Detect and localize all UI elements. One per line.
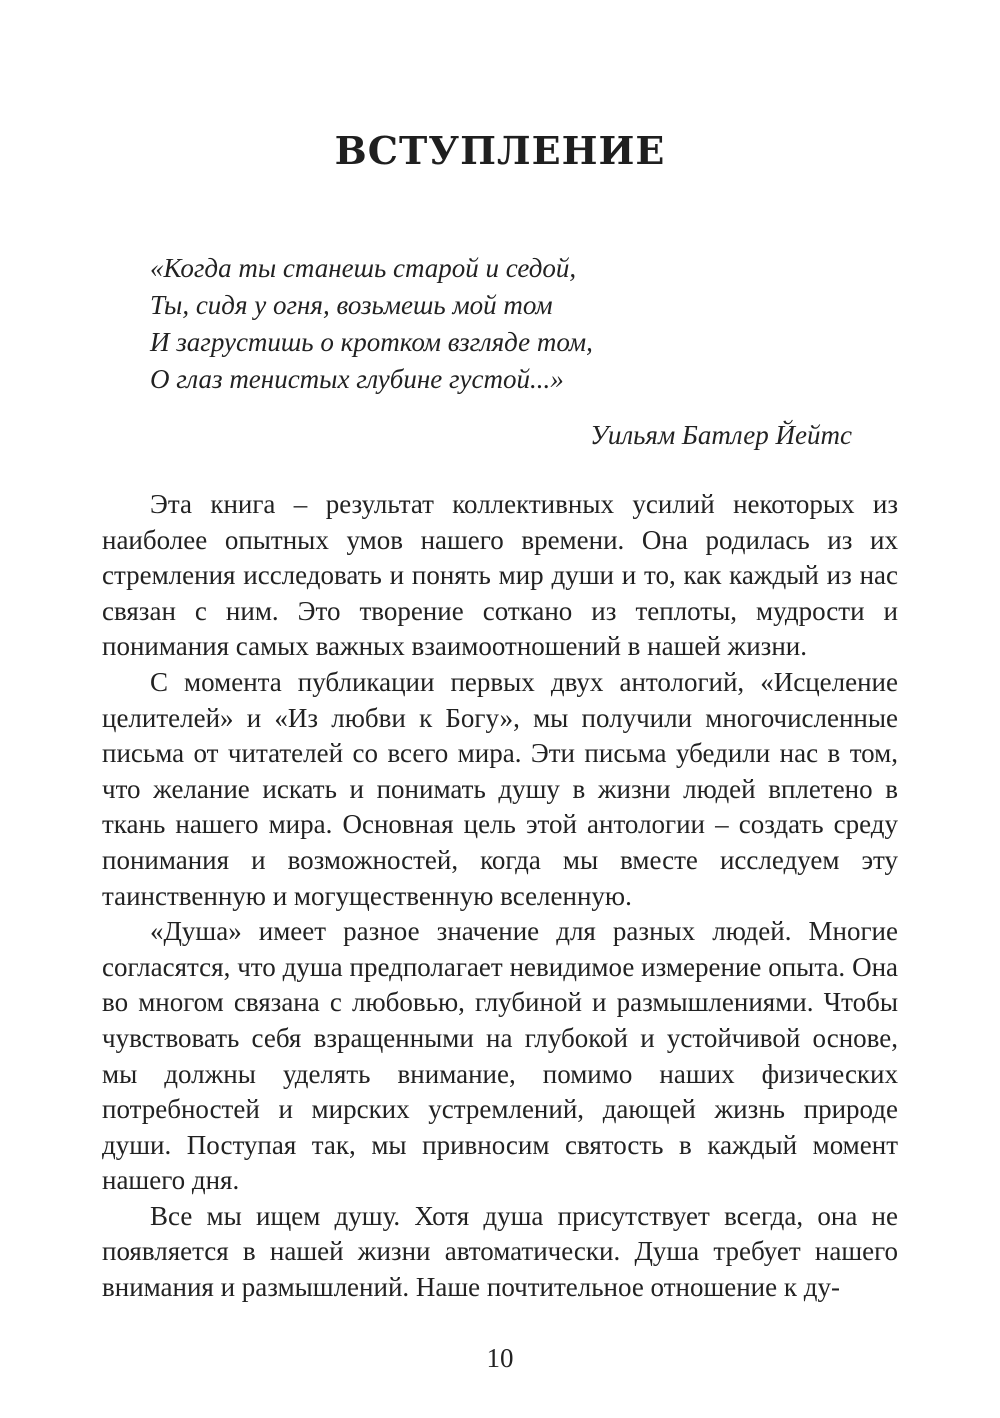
- epigraph-author: Уильям Батлер Йейтс: [590, 420, 852, 450]
- body-text: [102, 487, 898, 1306]
- paragraph: «Душа» имеет разное значение для разных людей. Многие согласятся, что душа предполагает невидимое измерение опыта. Она во многом связана с любовью, глубиной и размышлениями. Чтобы чувствовать себя взращенными на глубокой и устойчивой основе, мы должны уделять внимание, помимо наших физических потребностей и мирских устремлений, дающей жизнь природе души. Поступая так, мы привносим святость в каждый момент нашего дня.: [102, 916, 898, 1196]
- epigraph-line: О глаз тенистых глубине густой...»: [150, 364, 564, 394]
- paragraph: С момента публикации первых двух антологий, «Исцеление целителей» и «Из любви к Богу», мы получили многочисленные письма от читателей со всего мира. Эти письма убедили нас в том, что желание искать и понимать душу в жизни людей вплетено в ткань нашего мира. Основная цель этой антологии – создать среду понимания и возможностей, когда мы вместе исследуем эту таинственную и могущественную вселенную.: [102, 666, 898, 911]
- epigraph-line: И загрустишь о кротком взгляде том,: [150, 327, 593, 357]
- epigraph-line: «Когда ты станешь старой и седой,: [150, 253, 577, 283]
- epigraph: [150, 250, 870, 398]
- epigraph-line: Ты, сидя у огня, возьмешь мой том: [150, 290, 553, 320]
- paragraph: Все мы ищем душу. Хотя душа присутствует всегда, она не появляется в нашей жизни автоматически. Душа требует нашего внимания и размышлений. Наше почтительное отношение к ду-: [102, 1200, 898, 1303]
- chapter-title: ВСТУПЛЕНИЕ: [334, 128, 666, 173]
- page-number: 10: [486, 1343, 514, 1373]
- paragraph: Эта книга – результат коллективных усилий некоторых из наиболее опытных умов нашего времени. Она родилась из их стремления исследовать и понять мир души и то, как каждый из нас связан с ним. Это творение соткано из теплоты, мудрости и понимания самых важных взаимоотношений в нашей жизни.: [102, 489, 898, 662]
